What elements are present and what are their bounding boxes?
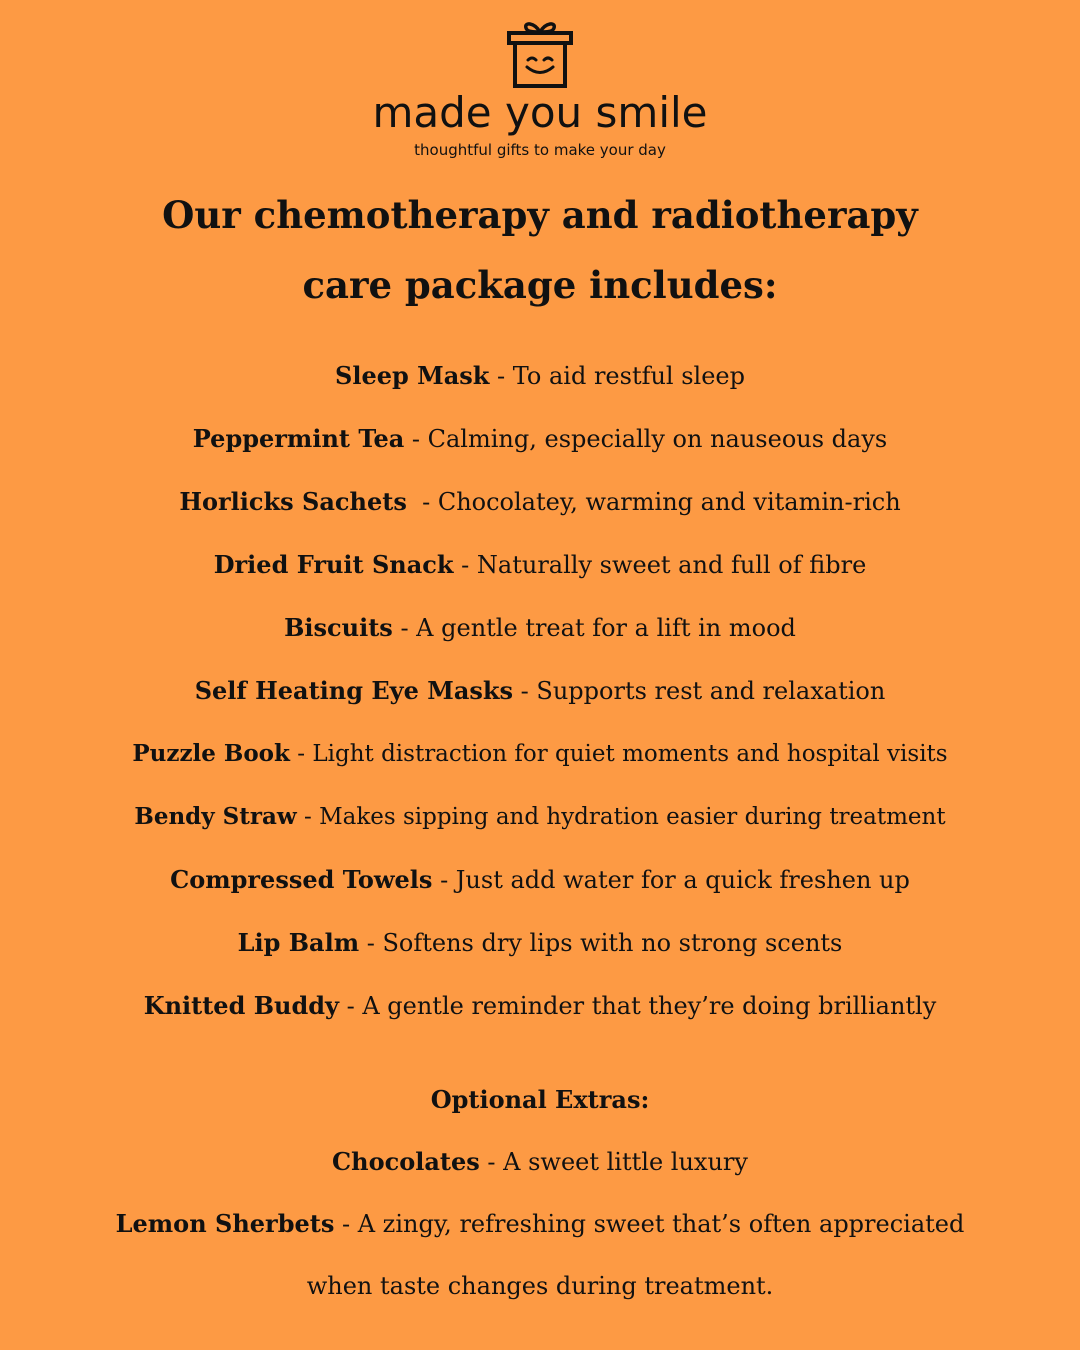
optional-extras-list: [0, 1131, 1080, 1317]
item-description: - Just add water for a quick freshen up: [432, 866, 910, 894]
item-description: - Supports rest and relaxation: [513, 677, 886, 705]
item-name: Knitted Buddy: [143, 991, 339, 1020]
list-item: [0, 344, 1080, 407]
item-description: - Light distraction for quiet moments and hospital visits: [289, 741, 948, 767]
page-title-line-2: care package includes:: [302, 263, 778, 307]
item-description: - Naturally sweet and full of fibre: [453, 551, 867, 579]
item-name: Biscuits: [284, 613, 393, 642]
smiling-gift-box-icon: [504, 18, 576, 90]
item-name: Bendy Straw: [134, 803, 297, 830]
item-name: Lemon Sherbets: [115, 1209, 335, 1238]
item-description: - A sweet little luxury: [479, 1148, 748, 1176]
list-item: [0, 470, 1080, 533]
item-description-continuation: when taste changes during treatment.: [306, 1272, 774, 1300]
list-item: [0, 974, 1080, 1037]
item-description: - Softens dry lips with no strong scents: [359, 929, 843, 957]
item-description: - To aid restful sleep: [489, 362, 745, 390]
list-item: [0, 407, 1080, 470]
item-name: Horlicks Sachets: [179, 487, 407, 516]
list-item: [0, 596, 1080, 659]
list-item: [0, 533, 1080, 596]
brand-tagline: thoughtful gifts to make your day: [414, 141, 666, 159]
item-description: - A zingy, refreshing sweet that’s often appreciated: [334, 1210, 965, 1238]
list-item: [0, 659, 1080, 722]
item-name: Lip Balm: [237, 928, 360, 957]
list-item: [0, 722, 1080, 785]
list-item: [0, 1131, 1080, 1193]
item-name: Dried Fruit Snack: [213, 550, 454, 579]
brand-logo: [0, 18, 1080, 160]
item-description: - A gentle treat for a lift in mood: [392, 614, 796, 642]
item-description: - Makes sipping and hydration easier during treatment: [296, 804, 946, 830]
list-item: [0, 848, 1080, 911]
page-title-line-1: Our chemotherapy and radiotherapy: [162, 193, 918, 237]
item-name: Peppermint Tea: [192, 424, 405, 453]
list-item: [0, 911, 1080, 974]
item-name: Compressed Towels: [170, 865, 433, 894]
item-name: Chocolates: [332, 1147, 480, 1176]
item-name: Self Heating Eye Masks: [194, 676, 514, 705]
list-item: [0, 785, 1080, 848]
brand-name: made you smile: [372, 88, 708, 137]
optional-extras-heading: Optional Extras:: [430, 1085, 650, 1114]
list-item: [0, 1193, 1080, 1317]
item-name: Sleep Mask: [335, 361, 490, 390]
page-title: [0, 180, 1080, 320]
package-items-list: [0, 344, 1080, 1037]
item-description: - Chocolatey, warming and vitamin-rich: [406, 488, 901, 516]
item-name: Puzzle Book: [132, 740, 290, 767]
item-description: - A gentle reminder that they’re doing brilliantly: [338, 992, 937, 1020]
item-description: - Calming, especially on nauseous days: [404, 425, 888, 453]
